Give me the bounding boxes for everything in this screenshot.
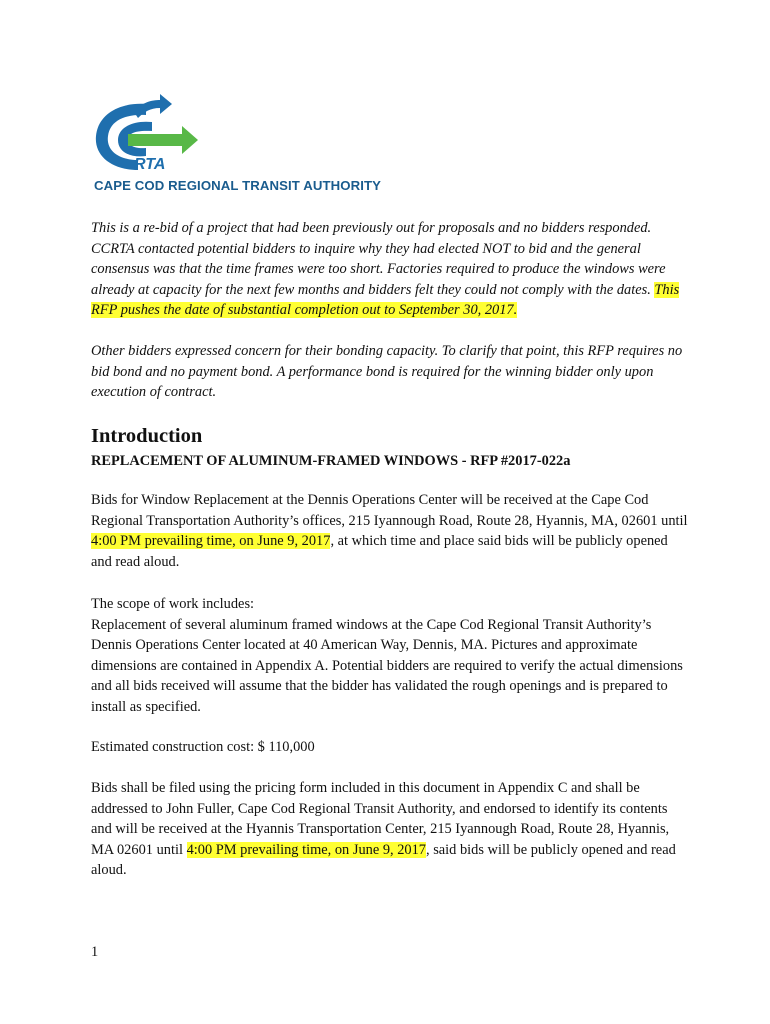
organization-name: CAPE COD REGIONAL TRANSIT AUTHORITY bbox=[94, 178, 382, 193]
filing-text-end: , said bids will be publicly opened and read aloud. bbox=[91, 841, 676, 879]
estimated-cost: Estimated construction cost: $ 110,000 bbox=[91, 739, 315, 755]
scope-title: The scope of work includes: bbox=[91, 596, 255, 612]
page-number: 1 bbox=[91, 944, 99, 960]
filing-paragraph bbox=[91, 778, 691, 881]
ccrta-logo bbox=[90, 90, 420, 200]
ccrta-logo-mark bbox=[90, 90, 220, 180]
rfp-title: REPLACEMENT OF ALUMINUM-FRAMED WINDOWS - RFP #2017-022a bbox=[91, 453, 571, 469]
rebid-text: This is a re-bid of a project that had been previously out for proposals and no bidders responded. CCRTA contacted potential bidders to inquire why they had elected NOT to bid and the general consensus was that the time frames were too short. Factories required to produce the windows were already at capacity for the next few months and bidders felt they could not comply with the dates. bbox=[91, 220, 666, 298]
section-heading: Introduction bbox=[91, 425, 203, 447]
filing-deadline-highlight: 4:00 PM prevailing time, on June 9, 2017 bbox=[186, 841, 426, 858]
bids-paragraph bbox=[91, 490, 691, 572]
bids-deadline-highlight: 4:00 PM prevailing time, on June 9, 2017 bbox=[91, 533, 331, 550]
scope-paragraph bbox=[91, 594, 691, 718]
scope-text: Replacement of several aluminum framed windows at the Cape Cod Regional Transit Authority’s Dennis Operations Center located at 40 American Way, Dennis, MA. Pictures and approximate dimensions are contained in Appendix A. Potential bidders are required to verify the actual dimensions and all bids received will assume that the bidder has validated the rough openings and is prepared to install as specified. bbox=[91, 616, 683, 715]
bids-text: Bids for Window Replacement at the Dennis Operations Center will be received at the Cape Cod Regional Transportation Authority’s offices, 215 Iyannough Road, Route 28, Hyannis, MA, 02601 until bbox=[91, 492, 688, 529]
bonding-paragraph: Other bidders expressed concern for their bonding capacity. To clarify that point, this RFP requires no bid bond and no payment bond. A performance bond is required for the winning bidder only upon execution of contract. bbox=[91, 343, 683, 401]
bids-text-end: , at which time and place said bids will be publicly opened and read aloud. bbox=[91, 533, 668, 570]
rebid-paragraph bbox=[91, 218, 691, 321]
filing-text: Bids shall be filed using the pricing form included in this document in Appendix C and shall be addressed to John Fuller, Cape Cod Regional Transit Authority, and endorsed to identify its contents and will be received at the Hyannis Transportation Center, 215 Iyannough Road, Route 28, Hyannis, MA 02601 until bbox=[91, 780, 670, 858]
logo-lettering: RTA bbox=[134, 156, 166, 173]
completion-date-highlight: This RFP pushes the date of substantial completion out to September 30, 2017. bbox=[91, 281, 680, 319]
